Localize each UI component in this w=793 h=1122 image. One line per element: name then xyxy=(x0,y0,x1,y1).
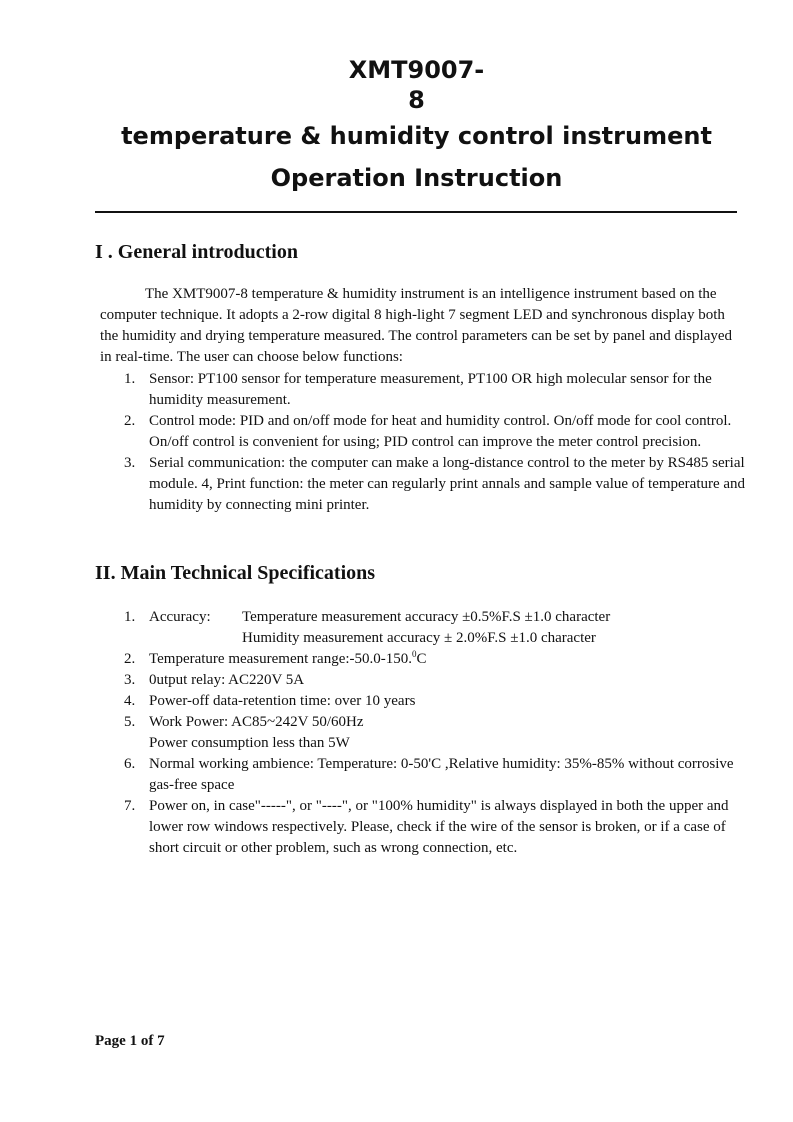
list-item-accuracy xyxy=(100,607,750,649)
power-consumption: Power consumption less than 5W xyxy=(149,735,350,751)
list-item xyxy=(100,754,750,796)
list-number: 2. xyxy=(124,413,136,429)
section1-intro xyxy=(100,284,740,368)
list-number: 5. xyxy=(124,714,136,730)
list-text: Power-off data-retention time: over 10 years xyxy=(149,693,416,709)
list-item xyxy=(100,369,750,411)
page-footer: Page 1 of 7 xyxy=(95,1033,165,1049)
list-text: Serial communication: the computer can make a long-distance control to the meter by RS485 serial module. 4, Print function: the meter can regularly print annals and sample value of temperature and humidity by connecting mini printer. xyxy=(149,455,746,513)
list-item xyxy=(100,691,750,712)
intro-text: The XMT9007-8 temperature & humidity instrument is an intelligence instrument based on the computer technique. It adopts a 2-row digital 8 high-light 7 segment LED and synchronous display both the humidity and drying temperature measured. The control parameters can be set by panel and displayed in real-time. The user can choose below functions: xyxy=(100,286,733,365)
function-list xyxy=(100,369,750,516)
title-name: temperature & humidity control instrument xyxy=(121,122,712,150)
list-item xyxy=(100,670,750,691)
section2-heading: II. Main Technical Specifications xyxy=(95,562,376,584)
list-number: 3. xyxy=(124,672,136,688)
title-model-suffix: 8 xyxy=(408,86,425,114)
list-item-power xyxy=(100,712,750,754)
range-text: Temperature measurement range:-50.0-150. xyxy=(149,651,413,667)
title-subtitle: Operation Instruction xyxy=(270,164,563,192)
accuracy-label: Accuracy: xyxy=(149,609,211,625)
power-work: Work Power: AC85~242V 50/60Hz xyxy=(149,714,364,730)
title-divider xyxy=(95,211,737,213)
list-item xyxy=(100,796,750,859)
section1-heading: I . General introduction xyxy=(95,241,298,263)
list-number: 7. xyxy=(124,798,136,814)
range-unit: C xyxy=(416,651,427,667)
spec-list xyxy=(100,607,750,859)
list-text: Power on, in case"-----", or "----", or "100% humidity" is always displayed in both the upper and lower row windows respectively. Please, check if the wire of the sensor is broken, or if a case of short circuit or other problem, such as wrong connection, etc. xyxy=(149,798,729,856)
list-text: Control mode: PID and on/off mode for heat and humidity control. On/off mode for cool control. On/off control is convenient for using; PID control can improve the meter control precision. xyxy=(149,413,732,450)
list-text: 0utput relay: AC220V 5A xyxy=(149,672,305,688)
list-number: 6. xyxy=(124,756,136,772)
accuracy-temperature: Temperature measurement accuracy ±0.5%F.S ±1.0 character xyxy=(242,609,611,625)
range-degree: 0 xyxy=(412,649,417,659)
list-item xyxy=(100,453,750,516)
list-text: Sensor: PT100 sensor for temperature measurement, PT100 OR high molecular sensor for the humidity measurement. xyxy=(149,371,712,408)
list-text: Normal working ambience: Temperature: 0-50'C ,Relative humidity: 35%-85% without corrosive gas-free space xyxy=(149,756,734,793)
title-model: XMT9007- xyxy=(348,56,485,84)
list-item xyxy=(100,411,750,453)
list-item-range xyxy=(100,649,750,670)
list-number: 1. xyxy=(124,371,136,387)
title-block xyxy=(96,54,737,198)
accuracy-humidity: Humidity measurement accuracy ± 2.0%F.S ±1.0 character xyxy=(242,630,596,646)
list-number: 1. xyxy=(124,609,136,625)
list-number: 3. xyxy=(124,455,136,471)
list-number: 2. xyxy=(124,651,136,667)
list-number: 4. xyxy=(124,693,136,709)
